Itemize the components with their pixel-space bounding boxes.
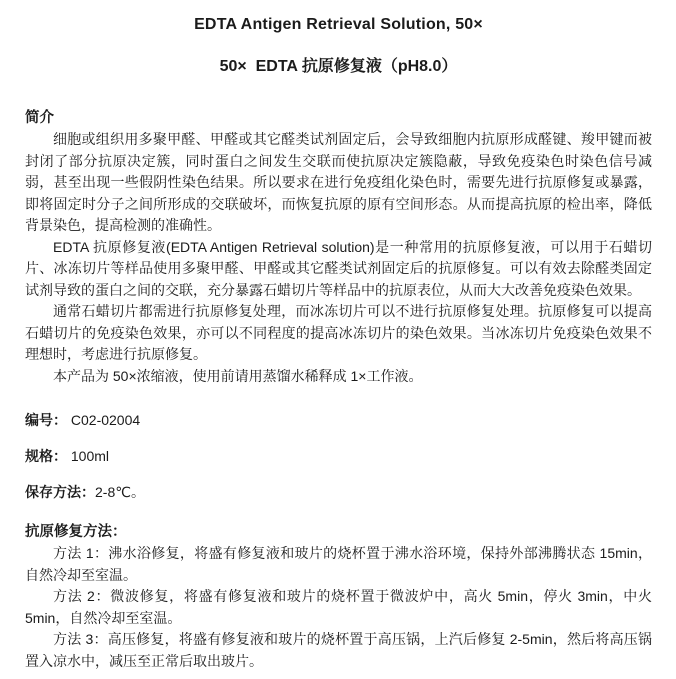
specification-value: 100ml xyxy=(67,448,110,464)
methods-heading: 抗原修复方法： xyxy=(25,524,127,540)
method-paragraph-1: 方法 1：沸水浴修复，将盛有修复液和玻片的烧杯置于沸水浴环境，保持外部沸腾状态 15min，自然冷却至室温。 xyxy=(25,545,652,583)
field-storage xyxy=(25,482,652,503)
catalog-number-label: 编号： xyxy=(25,412,67,428)
method-paragraph-3: 方法 3：高压修复，将盛有修复液和玻片的烧杯置于高压锅，上汽后修复 2-5min，然后将高压锅置入凉水中，减压至正常后取出玻片。 xyxy=(25,631,652,669)
section-retrieval-methods xyxy=(25,521,652,672)
field-specification xyxy=(25,446,652,467)
method-paragraph-2: 方法 2：微波修复，将盛有修复液和玻片的烧杯置于微波炉中，高火 5min，停火 3min，中火 5min，自然冷却至室温。 xyxy=(25,588,652,626)
field-catalog-number xyxy=(25,410,652,431)
specification-label: 规格： xyxy=(25,448,67,464)
product-title-english: EDTA Antigen Retrieval Solution, 50× xyxy=(194,16,483,33)
intro-paragraph-2: EDTA 抗原修复液(EDTA Antigen Retrieval solution)是一种常用的抗原修复液，可以用于石蜡切片、冰冻切片等样品使用多聚甲醛、甲醛或其它醛类试剂固定后的抗原修复。可以有效去除醛类固定试剂导致的蛋白之间的交联，充分暴露石蜡切片等样品中的抗原表位，从而大大改善免疫染色效果。 xyxy=(25,238,652,298)
catalog-number-value: C02-02004 xyxy=(67,412,141,428)
storage-value: 2-8℃。 xyxy=(95,484,145,500)
section-product-fields xyxy=(25,410,652,503)
intro-paragraph-1: 细胞或组织用多聚甲醛、甲醛或其它醛类试剂固定后，会导致细胞内抗原形成醛键、羧甲键而被封闭了部分抗原决定簇，同时蛋白之间发生交联而使抗原决定簇隐蔽，导致免疫染色时染色信号减弱，甚至出现一些假阴性染色结果。所以要求在进行免疫组化染色时，需要先进行抗原修复或暴露，即将固定时分子之间所形成的交联破坏，而恢复抗原的原有空间形态。从而提高抗原的检出率，降低背景染色，提高检测的准确性。 xyxy=(25,131,652,233)
intro-heading: 简介 xyxy=(25,110,54,126)
storage-label: 保存方法： xyxy=(25,484,95,500)
section-intro xyxy=(25,107,652,387)
product-title-chinese: 50× EDTA 抗原修复液（pH8.0） xyxy=(219,58,458,75)
intro-paragraph-4: 本产品为 50×浓缩液，使用前请用蒸馏水稀释成 1×工作液。 xyxy=(53,367,423,384)
intro-paragraph-3: 通常石蜡切片都需进行抗原修复处理，而冰冻切片可以不进行抗原修复处理。抗原修复可以提高石蜡切片的免疫染色效果，亦可以不同程度的提高冰冻切片的染色效果。当冰冻切片免疫染色效果不理想时，考虑进行抗原修复。 xyxy=(25,303,652,362)
